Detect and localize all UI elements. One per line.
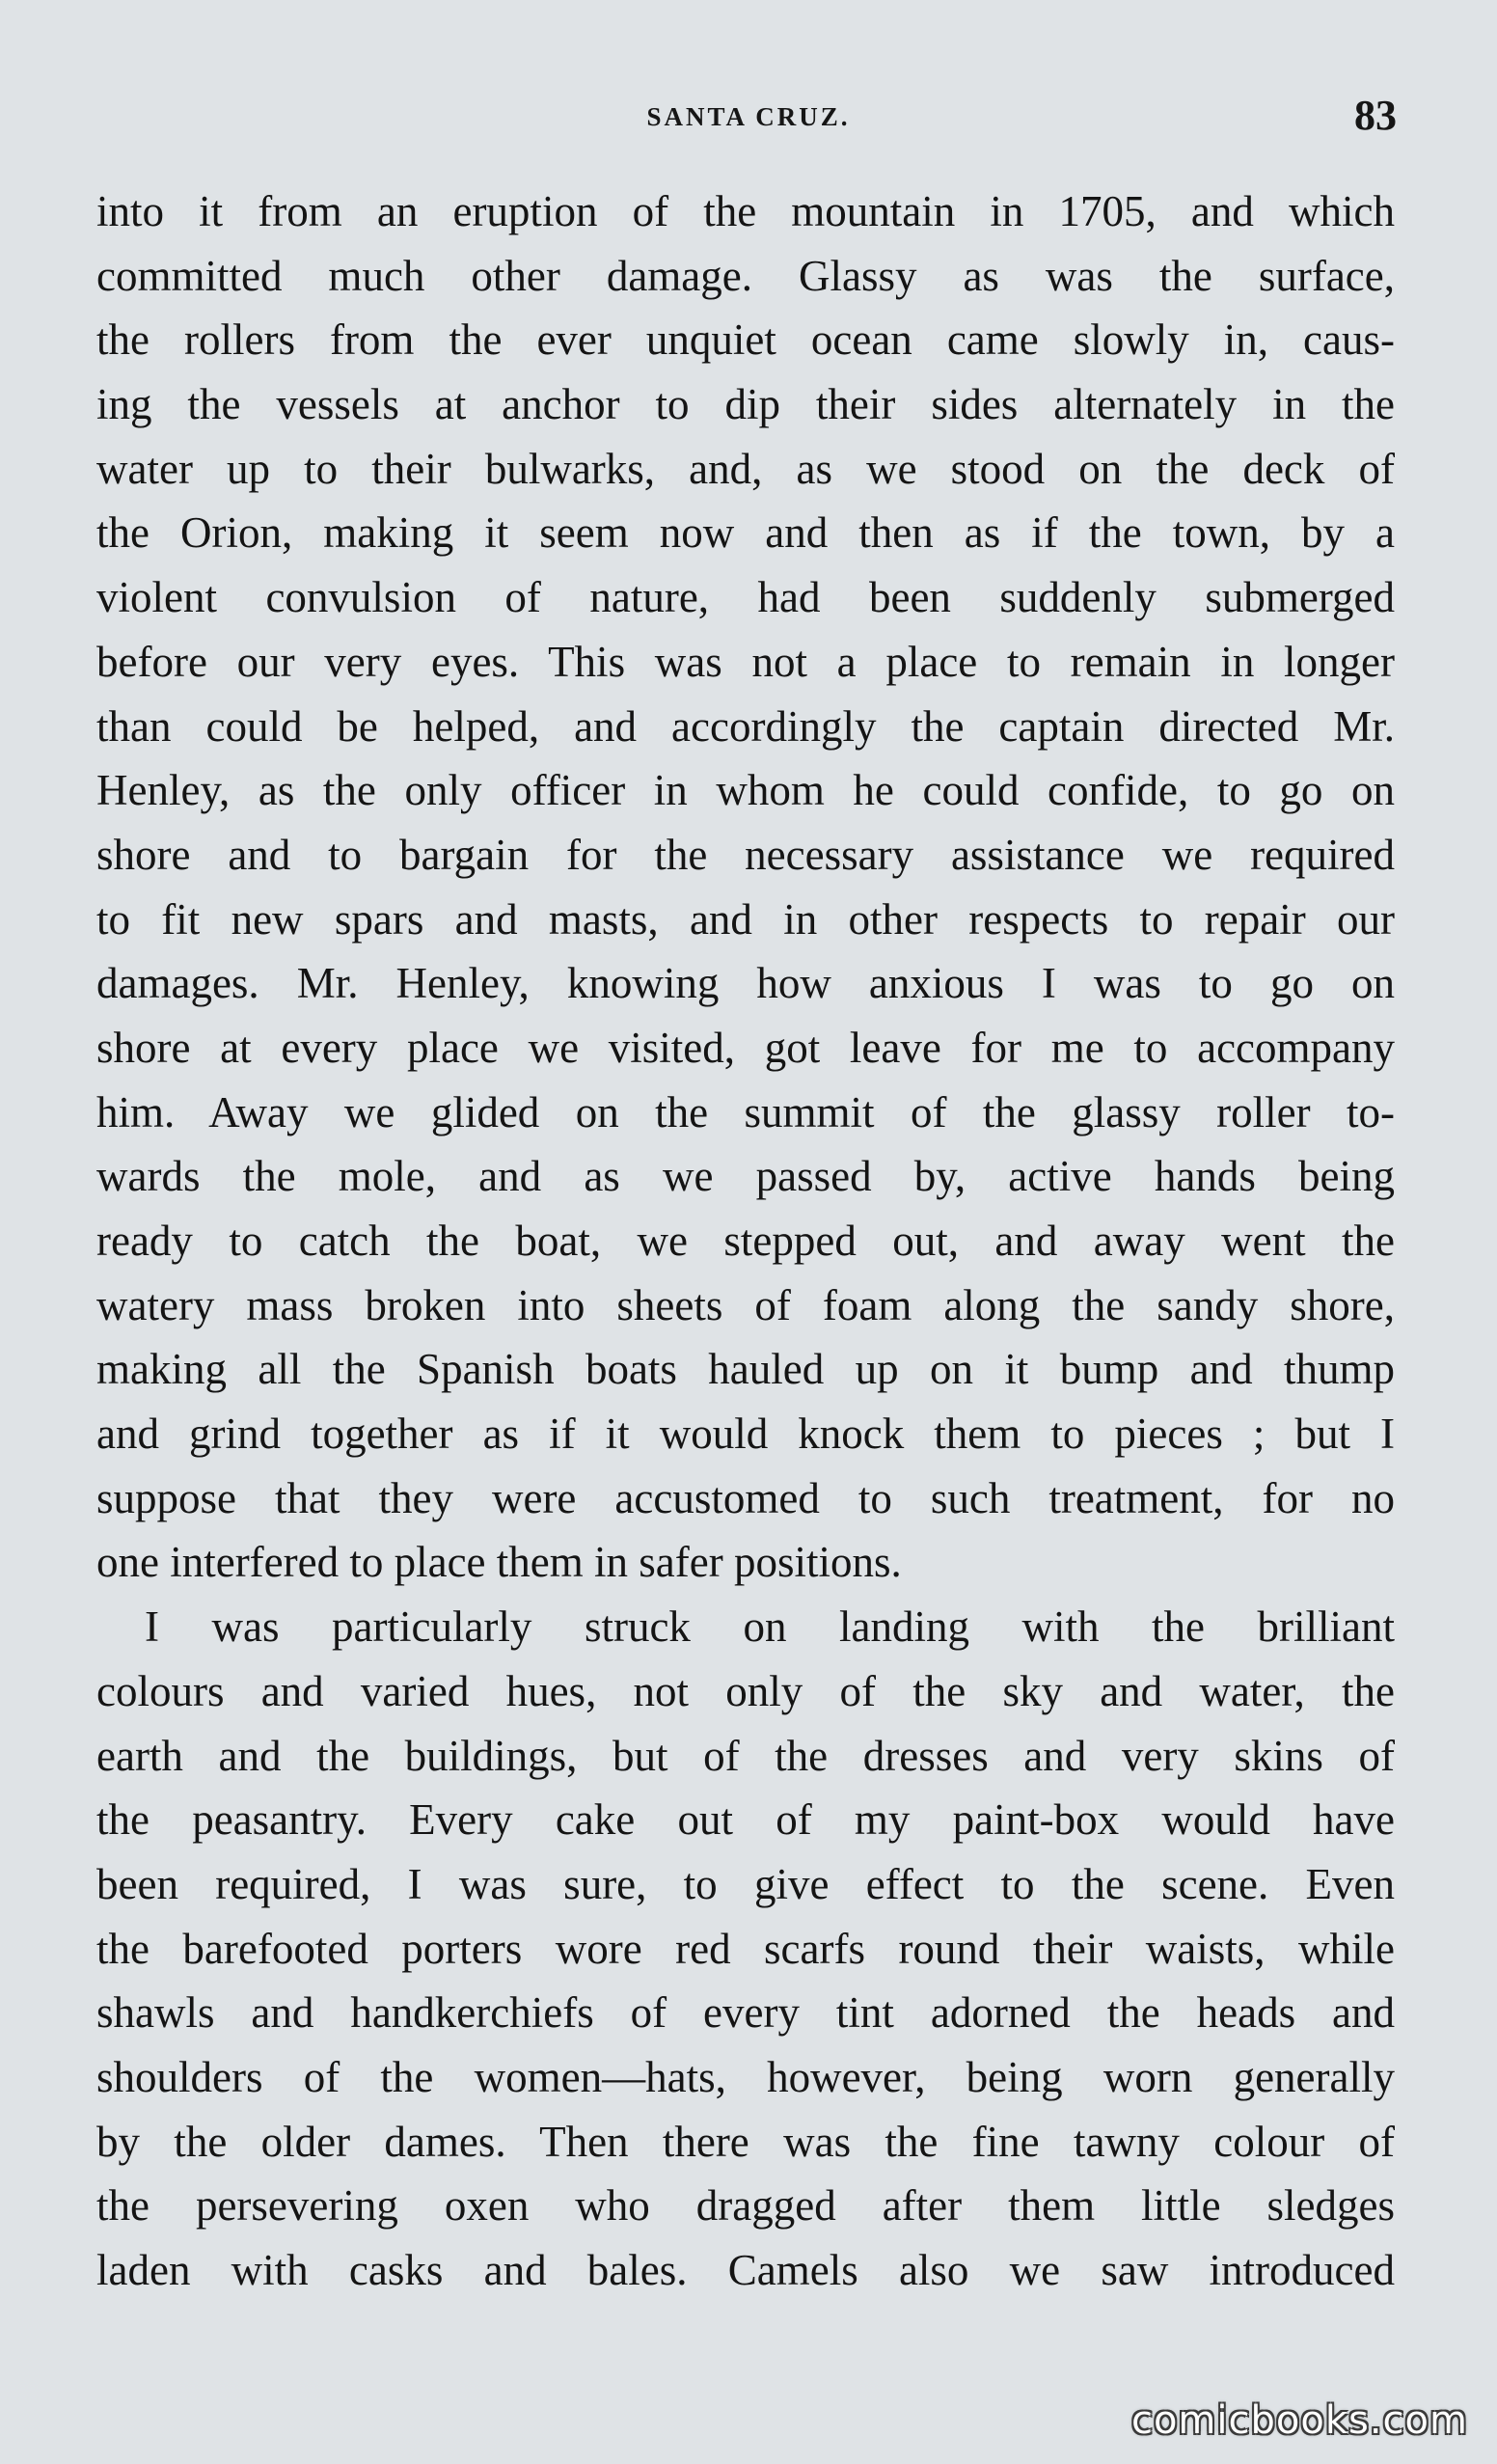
- chapter-heading: SANTA CRUZ.: [646, 102, 851, 131]
- text-line: and grind together as if it would knock them to pieces ; but I: [96, 1410, 1395, 1459]
- paragraph-end-line: one interfered to place them in safer positions.: [96, 1538, 902, 1587]
- text-line: been required, I was sure, to give effect to the scene. Even: [96, 1859, 1395, 1908]
- watermark: comicbooks.com: [1130, 2398, 1468, 2443]
- text-line: ready to catch the boat, we stepped out, and away went the: [96, 1217, 1395, 1265]
- text-line: Henley, as the only officer in whom he could confide, to go on: [96, 766, 1395, 815]
- text-line: earth and the buildings, but of the dresses and very skins of: [96, 1731, 1395, 1780]
- text-line: ing the vessels at anchor to dip their sides alternately in the: [96, 380, 1395, 429]
- text-line: by the older dames. Then there was the fine tawny colour of: [96, 2117, 1395, 2166]
- running-header: [0, 91, 1497, 149]
- text-line: shoulders of the women—hats, however, being worn generally: [96, 2052, 1395, 2101]
- text-line: than could be helped, and accordingly the captain directed Mr.: [96, 701, 1395, 751]
- text-line: making all the Spanish boats hauled up on it bump and thump: [96, 1345, 1395, 1394]
- text-line: the rollers from the ever unquiet ocean came slowly in, caus-: [96, 315, 1395, 365]
- text-line: before our very eyes. This was not a place to remain in longer: [96, 637, 1395, 686]
- text-line: shawls and handkerchiefs of every tint adorned the heads and: [96, 1988, 1395, 2038]
- text-line: wards the mole, and as we passed by, active hands being: [96, 1152, 1395, 1201]
- text-line: violent convulsion of nature, had been suddenly submerged: [96, 573, 1395, 622]
- text-line: committed much other damage. Glassy as was the surface,: [96, 251, 1395, 300]
- text-line: suppose that they were accustomed to such treatment, for no: [96, 1473, 1395, 1522]
- paragraph-start-line: I was particularly struck on landing with the brilliant: [145, 1602, 1395, 1652]
- text-line: shore at every place we visited, got leave for me to accompany: [96, 1023, 1395, 1072]
- text-line: watery mass broken into sheets of foam along the sandy shore,: [96, 1280, 1395, 1329]
- text-line: laden with casks and bales. Camels also we saw introduced: [96, 2246, 1395, 2294]
- page-number: 83: [1354, 92, 1397, 139]
- text-line: shore and to bargain for the necessary assistance we required: [96, 830, 1395, 879]
- text-line: water up to their bulwarks, and, as we stood on the deck of: [96, 444, 1395, 493]
- text-line: the peasantry. Every cake out of my paint-box would have: [96, 1795, 1395, 1845]
- text-line: the persevering oxen who dragged after them little sledges: [96, 2181, 1395, 2231]
- text-line: into it from an eruption of the mountain in 1705, and which: [96, 187, 1395, 235]
- text-line: the barefooted porters wore red scarfs round their waists, while: [96, 1924, 1395, 1973]
- text-line: the Orion, making it seem now and then as if the town, by a: [96, 508, 1395, 558]
- text-line: him. Away we glided on the summit of the glassy roller to-: [96, 1087, 1395, 1136]
- body-text: [96, 179, 1395, 2303]
- text-line: to fit new spars and masts, and in other respects to repair our: [96, 894, 1395, 944]
- text-line: colours and varied hues, not only of the sky and water, the: [96, 1666, 1395, 1715]
- text-line: damages. Mr. Henley, knowing how anxious I was to go on: [96, 959, 1395, 1008]
